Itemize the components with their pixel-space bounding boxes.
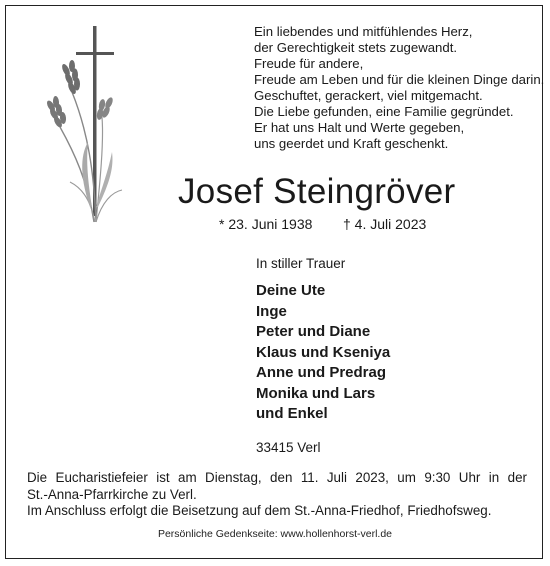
poem-line: Geschuftet, gerackert, viel mitgemacht. <box>254 88 483 103</box>
mourner-name: und Enkel <box>256 405 328 422</box>
poem-line: Freude am Leben und für die kleinen Dinge darin. <box>254 72 545 87</box>
mourner-name: Deine Ute <box>256 282 326 299</box>
announcement-line: Die Eucharistiefeier ist am Dienstag, den 11. Juli 2023, um 9:30 Uhr in der <box>27 470 527 485</box>
mourner-name: Klaus und Kseniya <box>256 343 391 361</box>
poem-line: der Gerechtigkeit stets zugewandt. <box>254 40 458 55</box>
mourner-name: Anne und Predrag <box>256 364 387 381</box>
mourners-list <box>256 281 390 425</box>
poem-line: Freude für andere, <box>254 56 364 71</box>
deceased-name: Josef Steingröver <box>178 172 456 211</box>
mourner-name: Inge <box>256 302 287 320</box>
death-date: † 4. Juli 2023 <box>343 216 427 232</box>
mourning-intro: In stiller Trauer <box>256 256 346 271</box>
poem-line: Ein liebendes und mitfühlendes Herz, <box>254 24 473 39</box>
birth-date: * 23. Juni 1938 <box>219 216 313 232</box>
mourner-name: Peter und Diane <box>256 323 371 340</box>
poem-line: uns geerdet und Kraft geschenkt. <box>254 136 449 151</box>
mourner-name: Monika und Lars <box>256 384 376 402</box>
announcement-line: Im Anschluss erfolgt die Beisetzung auf dem St.-Anna-Friedhof, Friedhofsweg. <box>27 503 492 518</box>
poem <box>254 24 545 152</box>
poem-line: Er hat uns Halt und Werte gegeben, <box>254 120 465 135</box>
service-announcement <box>27 470 527 520</box>
memorial-page-link[interactable]: Persönliche Gedenkseite: www.hollenhorst-verl.de <box>157 528 393 540</box>
mourning-place: 33415 Verl <box>256 440 321 455</box>
poem-line: Die Liebe gefunden, eine Familie gegründet. <box>254 104 514 119</box>
announcement-line: St.-Anna-Pfarrkirche zu Verl. <box>27 486 197 502</box>
